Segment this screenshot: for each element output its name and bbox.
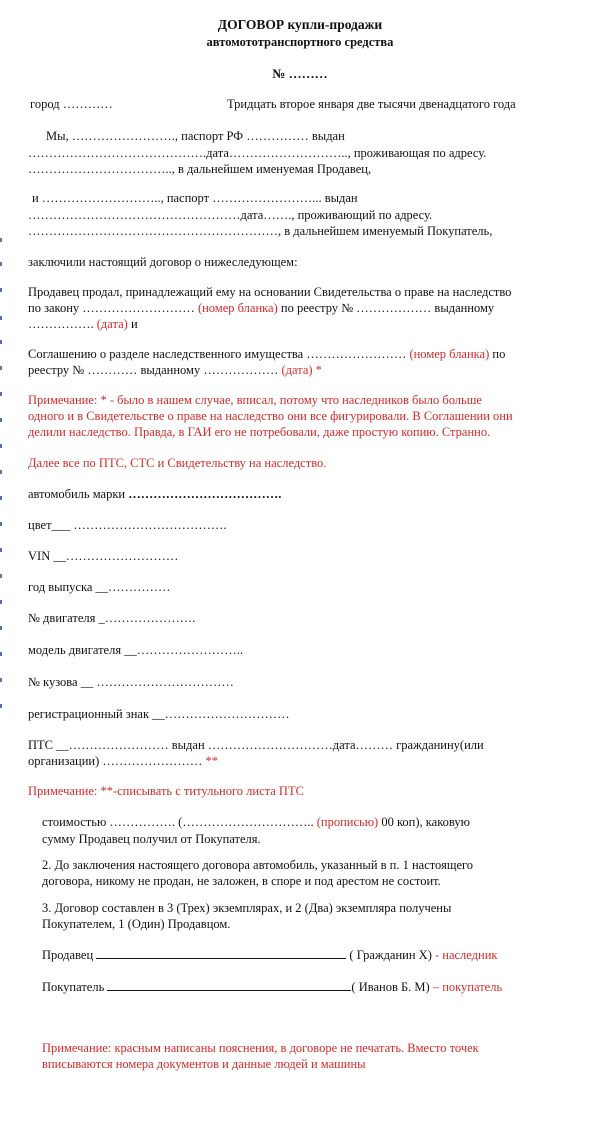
buyer-signature: Покупатель ( Иванов Б. М) – покупатель — [42, 980, 503, 994]
clause-3-line-2: Покупателем, 1 (Один) Продавцом. — [42, 917, 231, 931]
concluded-text: заключили настоящий договор о нижеследующем: — [28, 255, 298, 269]
clause-2-line-2: договора, никому не продан, не заложен, в споре и под арестом не состоит. — [42, 874, 441, 888]
doc-subtitle: автомототранспортного средства — [206, 35, 394, 49]
car-brand: автомобиль марки ………………………………. — [28, 487, 282, 501]
clause-3-line-1: 3. Договор составлен в 3 (Трех) экземплярах, и 2 (Два) экземпляра получены — [42, 901, 452, 915]
margin-mark — [0, 626, 2, 630]
car-pts-line-2: организации) …………………… ** — [28, 754, 219, 768]
city-field: город ………… — [30, 97, 113, 111]
car-vin: VIN __……………………… — [28, 549, 179, 563]
price-note-words: (прописью) — [316, 815, 379, 829]
doc-title: ДОГОВОР купли-продажи — [217, 17, 383, 32]
sold-line-1: Продавец продал, принадлежащий ему на основании Свидетельства о праве на наследство — [28, 285, 512, 299]
car-pts-line-1: ПТС __…………………… выдан …………………………дата……… гражданину(или — [28, 738, 484, 752]
note-3-line-2: вписываются номера документов и данные людей и машины — [42, 1057, 366, 1071]
car-year: год выпуска __…………… — [28, 580, 171, 594]
margin-mark — [0, 704, 2, 708]
seller-line-1: Мы, ……………………., паспорт РФ …………… выдан — [46, 129, 345, 143]
margin-mark — [0, 470, 2, 474]
margin-mark — [0, 262, 2, 266]
price-line-2: сумму Продавец получил от Покупателя. — [42, 832, 261, 846]
margin-mark — [0, 574, 2, 578]
margin-mark — [0, 316, 2, 320]
margin-mark — [0, 340, 2, 344]
car-body-number: № кузова __ …………………………… — [28, 675, 234, 689]
clause-2-line-1: 2. До заключения настоящего договора автомобиль, указанный в п. 1 настоящего — [42, 858, 474, 872]
buyer-line-1: и ……………………….., паспорт ……………………... выдан — [32, 191, 358, 205]
seller-signature-line — [96, 947, 346, 959]
car-engine-number: № двигателя _…………………. — [28, 611, 196, 625]
sold-line-2: по закону ……………………… (номер бланка) по реестру № ……………… выданному — [28, 301, 495, 315]
margin-mark — [0, 678, 2, 682]
note-3-line-1: Примечание: красным написаны пояснения, в договоре не печатать. Вместо точек — [42, 1041, 479, 1055]
buyer-signature-line — [107, 979, 351, 991]
sold-note-date: (дата) — [96, 317, 128, 331]
margin-mark — [0, 444, 2, 448]
sold-note-blank: (номер бланка) — [197, 301, 278, 315]
note-1-line-1: Примечание: * - было в нашем случае, вписал, потому что наследников было больше — [28, 393, 482, 407]
margin-mark — [0, 600, 2, 604]
note-2: Примечание: **-списывать с титульного листа ПТС — [28, 784, 304, 798]
buyer-line-3: ……………………………………………………, в дальнейшем именуемый Покупатель, — [28, 224, 493, 238]
margin-mark — [0, 418, 2, 422]
margin-mark — [0, 288, 2, 292]
agreement-line-2: реестру № ………… выданному ……………… (дата) * — [28, 363, 322, 377]
margin-mark — [0, 392, 2, 396]
margin-mark — [0, 366, 2, 370]
sold-line-3: ……………. (дата) и — [28, 317, 138, 331]
note-1-line-3: делили наследство. Правда, в ГАИ его не потребовали, даже простую копию. Странно. — [28, 425, 491, 439]
margin-mark — [0, 238, 2, 242]
seller-line-2: …………………………………….дата……………………….., проживающая по адресу. — [28, 146, 487, 160]
price-line-1: стоимостью ……………. (………………………….. (прописью) 00 коп), каковую — [42, 815, 470, 829]
car-reg-sign: регистрационный знак __………………………… — [28, 707, 290, 721]
car-color: цвет___ ………………………………. — [28, 518, 227, 532]
car-engine-model: модель двигателя __…………………….. — [28, 643, 243, 657]
agreement-note-blank: (номер бланка) — [409, 347, 490, 361]
agreement-line-1: Соглашению о разделе наследственного имущества …………………… (номер бланка) по — [28, 347, 506, 361]
margin-mark — [0, 652, 2, 656]
margin-mark — [0, 496, 2, 500]
margin-mark — [0, 548, 2, 552]
doc-number: № ……… — [272, 66, 328, 81]
agreement-note-date: (дата) * — [281, 363, 322, 377]
margin-mark — [0, 522, 2, 526]
contract-date: Тридцать второе января две тысячи двенадцатого года — [227, 97, 516, 111]
note-1-line-2: одного и в Свидетельстве о праве на наследство они все фигурировали. В Соглашении они — [28, 409, 513, 423]
seller-signature: Продавец ( Гражданин Х) - наследник — [42, 948, 498, 962]
buyer-line-2: ……………………………………………дата……., проживающий по адресу. — [28, 208, 433, 222]
note-further: Далее все по ПТС, СТС и Свидетельству на наследство. — [28, 456, 327, 470]
seller-line-3: …………………………….., в дальнейшем именуемая Продавец, — [28, 162, 372, 176]
